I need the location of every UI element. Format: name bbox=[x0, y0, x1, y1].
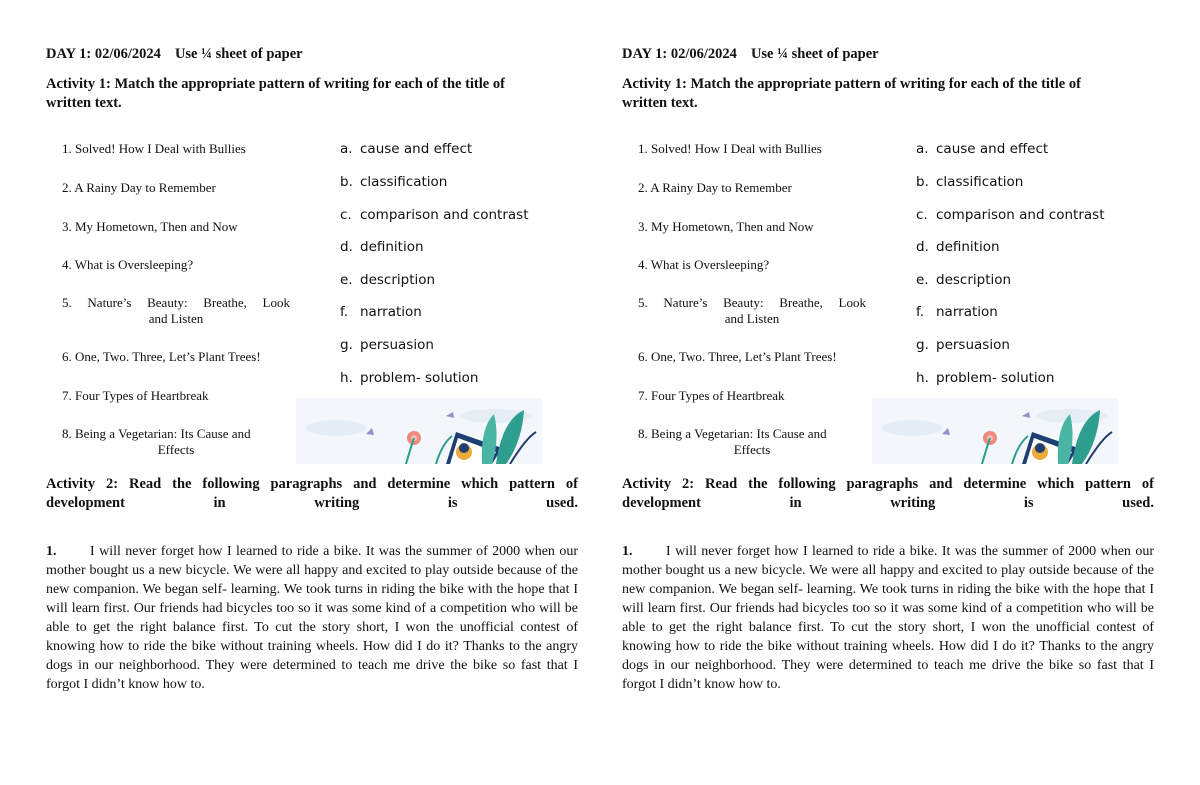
pattern-item: d. definition bbox=[340, 239, 424, 255]
pattern-item: d. definition bbox=[916, 239, 1000, 255]
title-item: 7. Four Types of Heartbreak bbox=[638, 388, 785, 403]
worksheet-copy-left bbox=[46, 0, 578, 785]
activity2-heading bbox=[46, 475, 578, 513]
paragraph-number: 1. bbox=[622, 544, 633, 559]
paragraph-text: I will never forget how I learned to ride a bike. It was the summer of 2000 when our mother bought us a new bicycle. We were all happy and excited to play outside because of the new companion. We began self- learning. We took turns in riding the bike with the hope that I will learn first. Our friends had bicycles too so it was some kind of a competition who will be able to get the right balance first. To cut the story short, I won the unofficial contest of knowing how to ride the bike without training wheels. How did I do it? Thanks to the angry dogs in our neighborhood. They were determined to teach me drive the bike so fast that I forgot I didn’t know how to. bbox=[46, 544, 578, 692]
pattern-item: b. classification bbox=[916, 174, 1024, 190]
activity1-heading-line1: Activity 1: Match the appropriate pattern of writing for each of the title of bbox=[622, 76, 1081, 92]
title-item: 1. Solved! How I Deal with Bullies bbox=[62, 141, 246, 156]
pattern-item: a. cause and effect bbox=[340, 141, 473, 157]
activity1-heading-line2: written text. bbox=[622, 95, 698, 111]
header-instruction: Use ¼ sheet of paper bbox=[750, 46, 879, 62]
header-line bbox=[622, 46, 879, 63]
title-item: 7. Four Types of Heartbreak bbox=[62, 388, 209, 403]
pattern-item: g. persuasion bbox=[340, 337, 434, 353]
activity1-heading-line1: Activity 1: Match the appropriate pattern of writing for each of the title of bbox=[46, 76, 505, 92]
worksheet-copy-right bbox=[622, 0, 1154, 785]
title-item: 8. Being a Vegetarian: Its Cause and Effects bbox=[638, 426, 827, 457]
paragraph-text: I will never forget how I learned to ride a bike. It was the summer of 2000 when our mother bought us a new bicycle. We were all happy and excited to play outside because of the new companion. We began self- learning. We took turns in riding the bike with the hope that I will learn first. Our friends had bicycles too so it was some kind of a competition who will be able to get the right balance first. To cut the story short, I won the unofficial contest of knowing how to ride the bike without training wheels. How did I do it? Thanks to the angry dogs in our neighborhood. They were determined to teach me drive the bike so fast that I forgot I didn’t know how to. bbox=[622, 544, 1154, 692]
paragraph-number: 1. bbox=[46, 544, 57, 559]
title-item: 6. One, Two. Three, Let’s Plant Trees! bbox=[62, 349, 261, 364]
pattern-item: h. problem- solution bbox=[340, 370, 479, 386]
title-item: 2. A Rainy Day to Remember bbox=[62, 180, 216, 195]
pattern-item: e. description bbox=[916, 272, 1012, 288]
pattern-item: f. narration bbox=[340, 304, 422, 320]
pattern-item: g. persuasion bbox=[916, 337, 1010, 353]
activity2-heading-line2: development in writing is used. bbox=[46, 495, 578, 511]
title-item: 4. What is Oversleeping? bbox=[638, 257, 770, 272]
activity2-heading-line1: Activity 2: Read the following paragraphs and determine which pattern of bbox=[46, 476, 578, 492]
book-plants-illustration bbox=[872, 398, 1118, 464]
pattern-item: h. problem- solution bbox=[916, 370, 1055, 386]
header-date: DAY 1: 02/06/2024 bbox=[46, 46, 161, 62]
pattern-item: c. comparison and contrast bbox=[916, 207, 1105, 223]
activity1-heading bbox=[622, 75, 1122, 113]
activity2-heading bbox=[622, 475, 1154, 513]
paragraph-1 bbox=[622, 542, 1154, 694]
activity2-heading-line2: development in writing is used. bbox=[622, 495, 1154, 511]
title-item: 2. A Rainy Day to Remember bbox=[638, 180, 792, 195]
header-line bbox=[46, 46, 303, 63]
paragraph-1 bbox=[46, 542, 578, 694]
header-date: DAY 1: 02/06/2024 bbox=[622, 46, 737, 62]
book-plants-illustration bbox=[296, 398, 542, 464]
title-item: 4. What is Oversleeping? bbox=[62, 257, 194, 272]
pattern-item: e. description bbox=[340, 272, 436, 288]
title-item: 3. My Hometown, Then and Now bbox=[62, 219, 238, 234]
title-item: 5. Nature’s Beauty: Breathe, Look and Listen bbox=[638, 295, 866, 326]
title-item: 6. One, Two. Three, Let’s Plant Trees! bbox=[638, 349, 837, 364]
header-instruction: Use ¼ sheet of paper bbox=[174, 46, 303, 62]
pattern-item: c. comparison and contrast bbox=[340, 207, 529, 223]
title-item: 5. Nature’s Beauty: Breathe, Look and Listen bbox=[62, 295, 290, 326]
title-item: 3. My Hometown, Then and Now bbox=[638, 219, 814, 234]
title-item: 8. Being a Vegetarian: Its Cause and Effects bbox=[62, 426, 251, 457]
activity2-heading-line1: Activity 2: Read the following paragraphs and determine which pattern of bbox=[622, 476, 1154, 492]
title-item: 1. Solved! How I Deal with Bullies bbox=[638, 141, 822, 156]
pattern-item: b. classification bbox=[340, 174, 448, 190]
activity1-heading bbox=[46, 75, 546, 113]
pattern-item: a. cause and effect bbox=[916, 141, 1049, 157]
pattern-item: f. narration bbox=[916, 304, 998, 320]
activity1-heading-line2: written text. bbox=[46, 95, 122, 111]
